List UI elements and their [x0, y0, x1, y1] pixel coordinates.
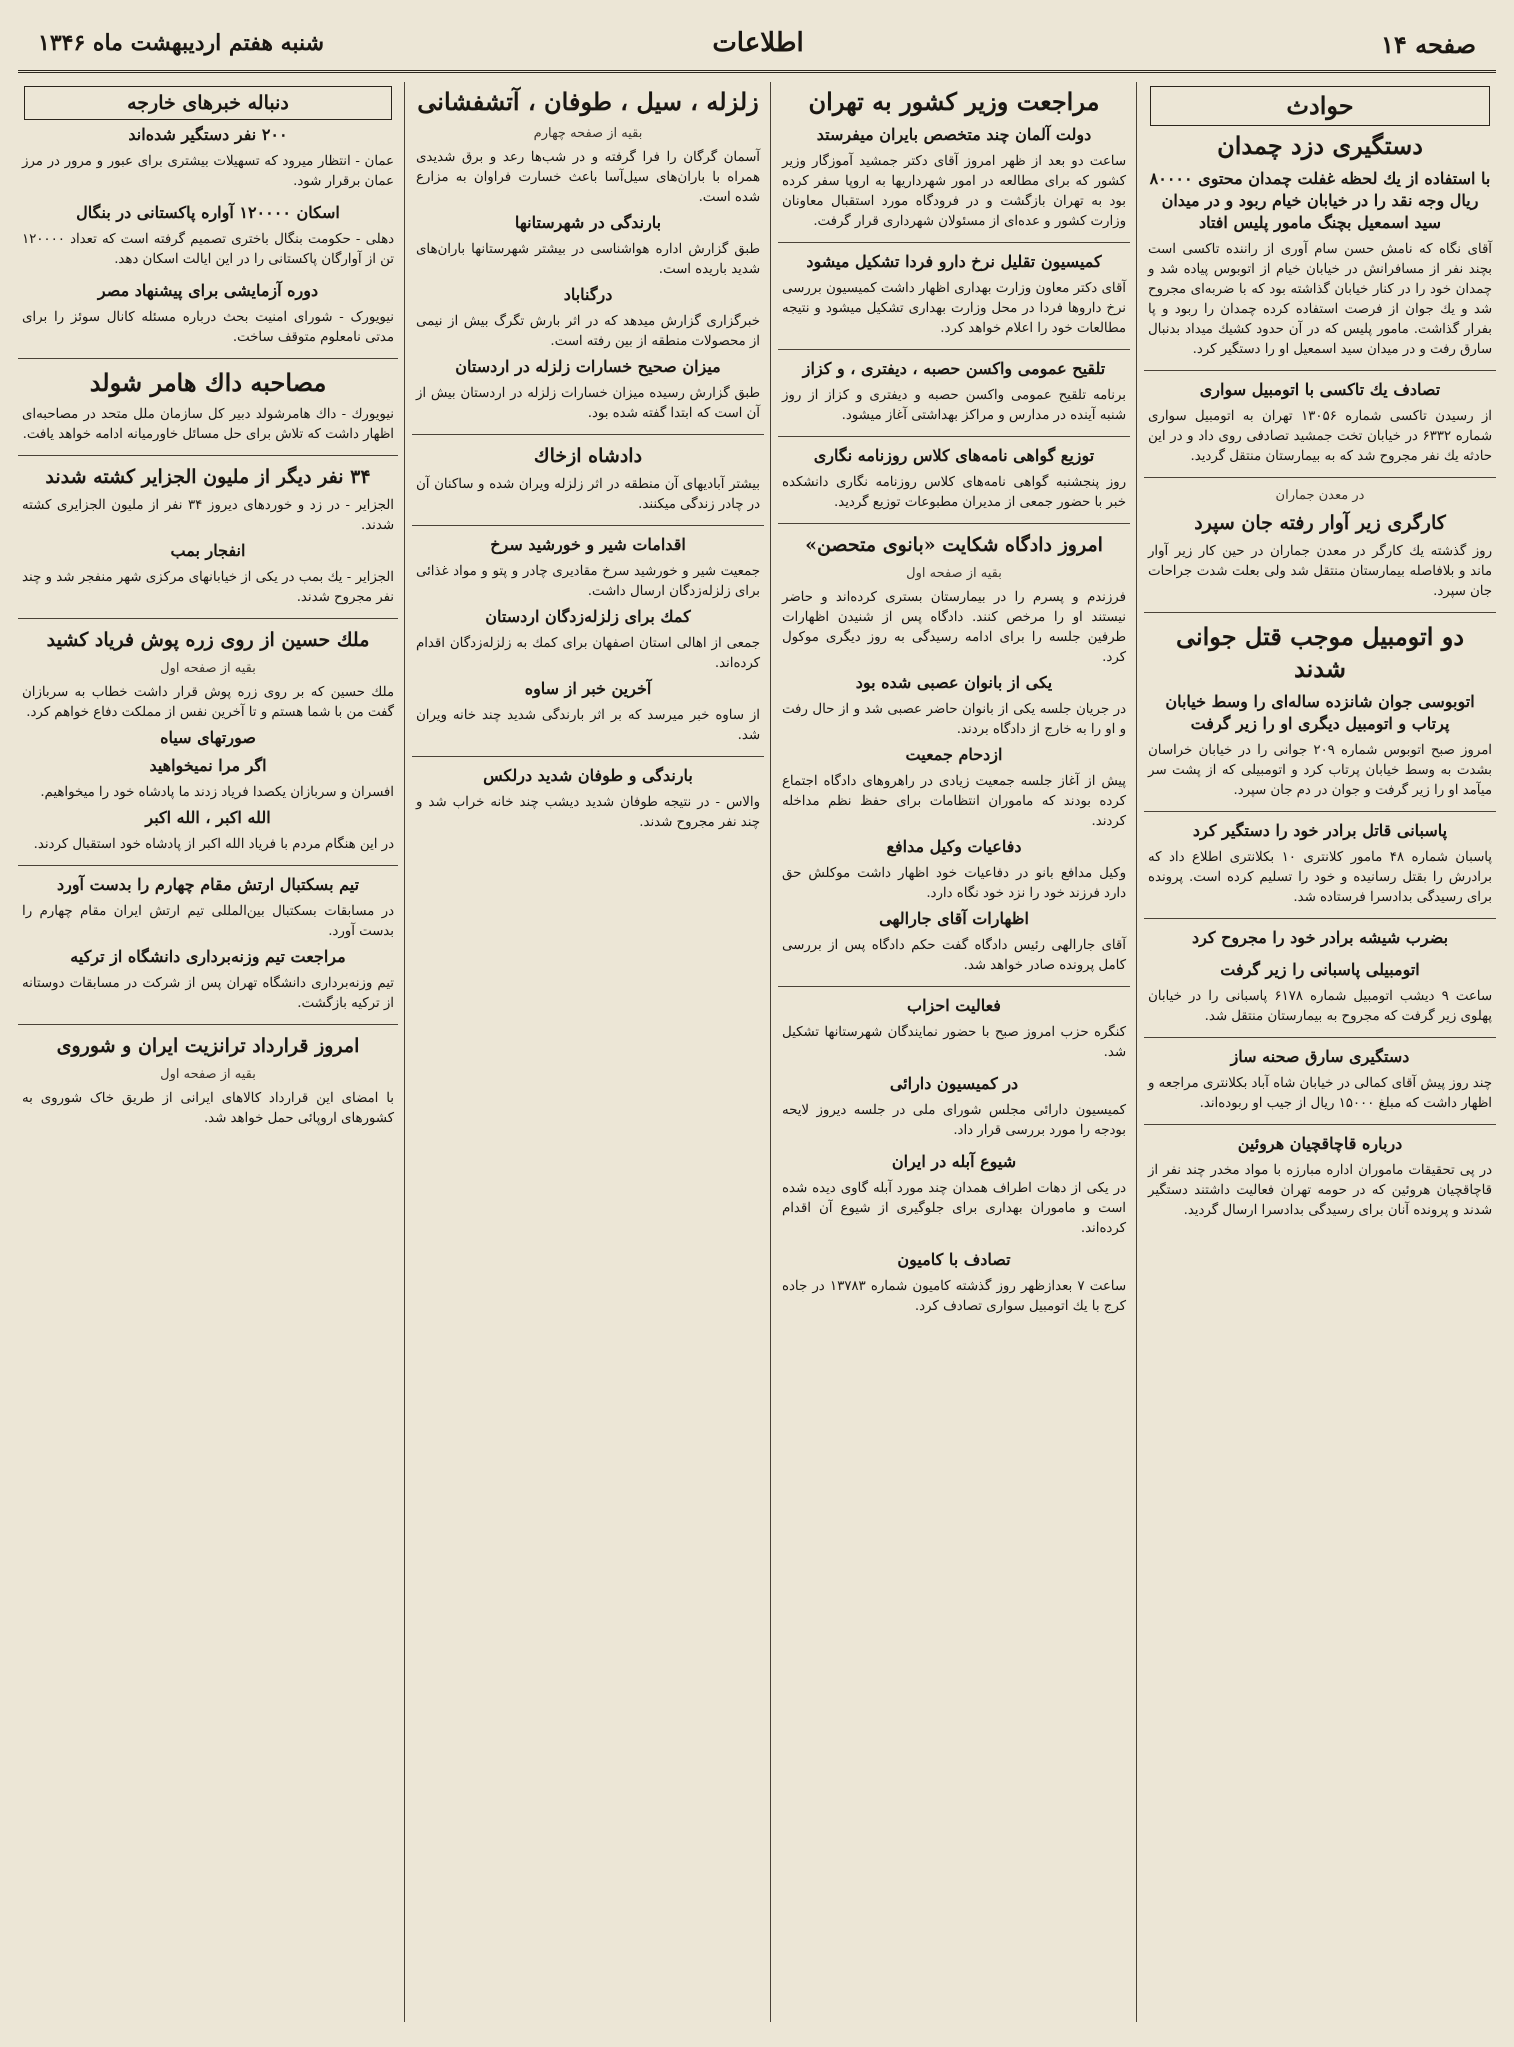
article-body: از ساوه خبر میرسد که بر اثر بارندگی شدید چند خانه ویران شد. [416, 708, 760, 743]
headline: بضرب شیشه برادر خود را مجروح کرد [1191, 928, 1449, 947]
article-storm [416, 765, 760, 833]
article-quake [416, 86, 760, 424]
subhead: میزان صحیح خسارات زلزله در اردستان [455, 357, 721, 376]
article-body: ساعت ۷ بعدازظهر روز گذشته کامیون شماره ۱۳۷۸۳ در جاده کرج با یك اتومبیل سواری تصادف کرد. [782, 1279, 1126, 1314]
subhead: الله اکبر ، الله اکبر [145, 808, 271, 827]
article-murder [1148, 820, 1492, 908]
headline: دادشاه ازخاك [533, 445, 643, 467]
article-body: آقای نگاه که نامش حسن سام آوری از راننده تاکسی است بچند نفر از مسافرانش در خیابان خیام از اتوبوس پیاده شد و چمدان خود را در کنار خیابان گذاشته بود که با ضربه‌ای مجروح شد و یك جوان از فرصت استفاده کرده چمدان را ربود و پا بفرار گذاشت. مامور پلیس که در آن حدود کشیك میداد بدنبال سارق رفت و در میدان سید اسمعیل او را دستگیر کرد. [1148, 242, 1492, 357]
article-hussein [22, 627, 394, 855]
headline: تصادف با کامیون [897, 1250, 1011, 1269]
article-party [782, 995, 1126, 1063]
article-body: پیش از آغاز جلسه جمعیت زیادی در راهروهای دادگاه اجتماع کرده بودند که ماموران انتظامات برای حفظ نظم مداخله کردند. [782, 774, 1126, 829]
headline: توزیع گواهی نامه‌های کلاس روزنامه نگاری [813, 446, 1095, 465]
article-measures [416, 534, 760, 746]
article-body: پاسبان شماره ۴۸ مامور کلانتری ۱۰ بکلانتری اطلاع داد که برادرش را بقتل رسانیده و خود را تسلیم کرده است. پرونده برای رسیدگی بدادسرا فرستاده شد. [1148, 850, 1492, 905]
issue-date: شنبه هفتم اردیبهشت ماه ۱۳۴۶ [38, 30, 325, 56]
headline: ملك حسین از روی زره پوش فریاد کشید [46, 629, 370, 651]
headline: ۲۰۰ نفر دستگیر شده‌اند [128, 125, 288, 144]
article-body: نیویورك - داك هامرشولد دبیر کل سازمان ملل متحد در مصاحبه‌ای اظهار داشت که تلاش برای حل مسائل خاورمیانه ادامه خواهد یافت. [22, 407, 394, 442]
article-thief [1148, 130, 1492, 360]
headline: در کمیسیون دارائی [889, 1074, 1019, 1093]
article-body: والاس - در نتیجه طوفان شدید دیشب چند خانه خراب شد و چند نفر مجروح شدند. [416, 795, 760, 830]
article-body: امروز صبح اتوبوس شماره ۲۰۹ جوانی را در خیابان خراسان بشدت به وسط خیابان پرتاب کرد و اتومبیلی که از پشت سر میآمد او را زیر گرفت و جوان در دم جان سپرد. [1148, 743, 1493, 798]
article-worker [1148, 486, 1492, 602]
article-body: ملك حسین که بر روی زره پوش قرار داشت خطاب به سربازان گفت من با شما هستم و تا آخرین نفس از مملکت دفاع خواهم کرد. [22, 685, 394, 720]
article-body: دهلی - حکومت بنگال باختری تصمیم گرفته است که تعداد ۱۲۰۰۰۰ تن از آوارگان پاکستانی را در این ایالت اسکان دهد. [22, 232, 394, 267]
headline: مراجعت وزیر کشور به تهران [808, 87, 1100, 116]
article-body: جمعیت شیر و خورشید سرخ مقادیری چادر و پتو و مواد غذائی برای زلزله‌زدگان ارسال داشت. [416, 564, 760, 599]
article-body: در یکی از دهات اطراف همدان چند مورد آبله گاوی دیده شده است و ماموران بهداری برای جلوگیری از شیوع آن اقدام کرده‌اند. [782, 1181, 1126, 1236]
masthead [18, 20, 1496, 73]
article-body: در جریان جلسه یکی از بانوان حاضر عصبی شد و از حال رفت و او را به خارج از دادگاه بردند. [782, 702, 1126, 737]
section-title: حوادث [1150, 86, 1490, 126]
article-minister [782, 86, 1126, 232]
subhead: یکی از بانوان عصبی شده بود [855, 673, 1053, 692]
headline: دستگیری سارق صحنه ساز [1230, 1047, 1410, 1066]
subheadline: با استفاده از یك لحظه غفلت چمدان محتوی ۸۰۰۰۰ ریال وجه نقد را در خیابان خیام ربود و در میدان سید اسمعیل بچنگ مامور پلیس افتاد [1149, 169, 1491, 232]
article-glass [1148, 927, 1492, 949]
article-body: آقای جارالهی رئیس دادگاه گفت حکم دادگاه پس از بررسی کامل پرونده صادر خواهد شد. [782, 938, 1126, 973]
article-body: فرزندم و پسرم را در بیمارستان بستری کرده‌اند و حاضر نیستند او را مرخص کنند. دادگاه پس از شنیدن اظهارات طرفین جلسه را برای ادامه رسیدگی به روز دیگری موکول کرد. [782, 590, 1126, 665]
headline: شیوع آبله در ایران [891, 1152, 1017, 1171]
subhead: صورتهای سیاه [160, 728, 256, 747]
column-incidents [1144, 82, 1496, 2022]
article-body: آسمان گرگان را فرا گرفته و در شب‌ها رعد و برق شدیدی همراه با باران‌های سیل‌آسا باعث خسارت فراوان به مزارع شده است. [416, 150, 760, 205]
subhead: اگر مرا نمیخواهید [149, 756, 267, 775]
article-hammer [22, 367, 394, 445]
article-crash [1148, 379, 1492, 467]
article-body: عمان - انتظار میرود که تسهیلات بیشتری برای عبور و مرور در مرز عمان برقرار شود. [22, 154, 394, 189]
subhead: بارندگی در شهرستانها [514, 213, 662, 232]
continued-note: بقیه از صفحه اول [906, 566, 1002, 581]
headline: تصادف یك تاکسی با اتومبیل سواری [1199, 380, 1441, 399]
article-king [416, 443, 760, 515]
headline: تیم بسکتبال ارتش مقام چهارم را بدست آورد [56, 875, 360, 894]
article-car [1148, 621, 1492, 801]
article-algeria [22, 464, 394, 608]
article-body: روز پنجشنبه گواهی نامه‌های کلاس روزنامه نگاری دانشکده خبر با حضور جمعی از مدیران مطبوعات توزیع گردید. [782, 475, 1126, 510]
headline: بارندگی و طوفان شدید درلکس [483, 766, 693, 785]
subhead: درگناباد [563, 285, 613, 304]
article-body: بیشتر آبادیهای آن منطقه در اثر زلزله ویران شده و ساکنان آن در چادر زندگی میکنند. [416, 477, 760, 512]
headline: کارگری زیر آوار رفته جان سپرد [1194, 512, 1446, 534]
headline: ۳۴ نفر دیگر از ملیون الجزایر کشته شدند [45, 466, 371, 488]
newspaper-page [18, 20, 1496, 2030]
article-body: وکیل مدافع بانو در دفاعیات خود اظهار داشت موکلش حق دارد فرزند خود را نزد خود نگاه دارد. [782, 866, 1126, 901]
section-title: دنباله خبرهای خارجه [24, 86, 392, 120]
article-body: برنامه تلقیح عمومی واکسن حصبه و دیفتری و کزاز از روز شنبه آینده در مدارس و مراکز بهداشتی آغاز میشود. [782, 388, 1126, 423]
headline: امروز دادگاه شکایت «بانوی متحصن» [805, 534, 1103, 556]
article-body: در این هنگام مردم با فریاد الله اکبر از پادشاه خود استقبال کردند. [33, 837, 394, 852]
article-body: الجزایر - در زد و خوردهای دیروز ۳۴ نفر از ملیون الجزایری کشته شدند. [22, 498, 394, 533]
article-team [22, 874, 394, 1014]
subhead: دفاعیات وکیل مدافع [886, 837, 1022, 856]
headline: فعالیت احزاب [907, 996, 1001, 1015]
article-body: کمیسیون دارائی مجلس شورای ملی در جلسه دیروز لایحه بودجه را مورد بررسی قرار داد. [782, 1103, 1126, 1138]
page-number: صفحه ۱۴ [1380, 30, 1476, 59]
article-fatah [22, 124, 394, 192]
article-body: تیم وزنه‌برداری دانشگاه تهران پس از شرکت در مسابقات دوستانه از ترکیه بازگشت. [22, 976, 394, 1011]
column-rule [770, 82, 771, 2022]
article-body: طبق گزارش اداره هواشناسی در بیشتر شهرستانها باران‌های شدید باریده است. [416, 242, 760, 277]
subhead: ازدحام جمعیت [905, 745, 1003, 764]
paper-name: اطلاعات [712, 28, 804, 58]
subhead: آخرین خبر از ساوه [524, 679, 652, 698]
article-body: ساعت ۹ دیشب اتومبیل شماره ۶۱۷۸ پاسبانی را در خیابان پهلوی زیر گرفت که مجروح به بیمارستان منتقل شد. [1148, 989, 1492, 1024]
headline: اقدامات شیر و خورشید سرخ [490, 535, 686, 554]
article-cattle [782, 1151, 1126, 1239]
headline: زلزله ، سیل ، طوفان ، آتشفشانی [417, 87, 759, 116]
headline: تلقیح عمومی واکسن حصبه ، دیفتری ، و کزاز [802, 359, 1106, 378]
article-body: از رسیدن تاکسی شماره ۱۳۰۵۶ تهران به اتومبیل سواری شماره ۶۳۳۲ در خیابان تخت جمشید تصادفی روی داد و در این حادثه یك نفر مجروح شد که به بیمارستان منتقل گردید. [1148, 409, 1492, 464]
column-rule [1136, 82, 1137, 2022]
article-finance [782, 1073, 1126, 1141]
article-body: آقای دکتر معاون وزارت بهداری اظهار داشت کمیسیون بررسی نرخ داروها فردا در محل وزارت بهداری تشکیل میشود و نتیجه مطالعات خود را اعلام خواهد کرد. [782, 281, 1126, 336]
article-body: ساعت دو بعد از ظهر امروز آقای دکتر جمشید آموزگار وزیر کشور که برای مطالعه در امور شهرداریها به اروپا سفر کرده بود به تهران بازگشت و در فرودگاه مورد استقبال معاونان وزارت کشور و عده‌ای از مسئولان شهرداری قرار گرفت. [782, 154, 1126, 229]
article-body: الجزایر - یك بمب در یکی از خیابانهای مرکزی شهر منفجر شد و چند نفر مجروح شدند. [22, 570, 394, 605]
article-bus [1148, 959, 1492, 1027]
article-body: چند روز پیش آقای کمالی در خیابان شاه آباد بکلانتری مراجعه و اظهار داشت که مبلغ ۱۵۰۰۰ ریال از جیب او ربوده‌اند. [1148, 1076, 1492, 1111]
article-vaccine [782, 358, 1126, 426]
article-body: افسران و سربازان یکصدا فریاد زدند ما پادشاه خود را میخواهیم. [40, 785, 394, 800]
article-letters [782, 445, 1126, 513]
headline: دستگیری دزد چمدان [1217, 131, 1423, 160]
continued-note: بقیه از صفحه چهارم [533, 126, 643, 141]
subhead: کمك برای زلزله‌زدگان اردستان [485, 607, 691, 626]
article-court [782, 532, 1126, 976]
headline: کمیسیون تقلیل نرخ دارو فردا تشکیل میشود [806, 252, 1102, 271]
article-body: در مسابقات بسکتبال بین‌المللی تیم ارتش ایران مقام چهارم را بدست آورد. [22, 904, 394, 939]
subhead: انفجار بمب [170, 541, 246, 560]
headline: اتومبیلی پاسبانی را زیر گرفت [1220, 960, 1420, 979]
article-egypt [22, 280, 394, 348]
article-price [782, 251, 1126, 339]
headline: اسکان ۱۲۰۰۰۰ آواره پاکستانی در بنگال [76, 203, 340, 222]
column-rule [404, 82, 405, 2022]
subheadline: دولت آلمان چند متخصص بایران میفرستد [816, 125, 1092, 144]
kicker: در معدن جماران [1275, 488, 1365, 503]
article-body: در پی تحقیقات ماموران اداره مبارزه با مواد مخدر چند نفر از قاچاقچیان هروئین که در حومه تهران فعالیت داشتند دستگیر شدند و پرونده آنان برای رسیدگی بدادسرا ارسال گردید. [1148, 1163, 1492, 1218]
headline: پاسبانی قاتل برادر خود را دستگیر کرد [1192, 821, 1448, 840]
headline: مصاحبه داك هامر شولد [89, 368, 327, 397]
article-bengal [22, 202, 394, 270]
continued-note: بقیه از صفحه اول [160, 1067, 256, 1082]
subhead: اظهارات آقای جارالهی [879, 909, 1029, 928]
column-foreign [18, 82, 398, 2022]
column-disasters [412, 82, 764, 2022]
continued-note: بقیه از صفحه اول [160, 661, 256, 676]
headline: درباره قاچاقچیان هروئین [1237, 1134, 1403, 1153]
column-domestic [778, 82, 1130, 2022]
article-body: کنگره حزب امروز صبح با حضور نمایندگان شهرستانها تشکیل شد. [782, 1025, 1126, 1060]
headline: دوره آزمایشی برای پیشنهاد مصر [97, 281, 319, 300]
article-body: جمعی از اهالی استان اصفهان برای کمك به زلزله‌زدگان اقدام کرده‌اند. [416, 636, 760, 671]
article-collision [782, 1249, 1126, 1317]
article-body: خبرگزاری گزارش میدهد که در اثر بارش تگرگ بیش از نیمی از محصولات منطقه از بین رفته است. [416, 314, 760, 349]
subhead: مراجعت تیم وزنه‌برداری دانشگاه از ترکیه [70, 947, 346, 966]
article-body: با امضای این قرارداد کالاهای ایرانی از طریق خاک شوروی به کشورهای اروپائی حمل خواهد شد. [22, 1091, 394, 1126]
article-body: طبق گزارش رسیده میزان خسارات زلزله در اردستان بیش از آن است که ابتدا گفته شده بود. [416, 386, 760, 421]
article-smuggle [1148, 1133, 1492, 1221]
article-body: نیویورک - شورای امنیت بحث درباره مسئله کانال سوئز را برای مدتی نامعلوم متوقف ساخت. [22, 310, 394, 345]
subheadline: اتوبوسی جوان شانزده ساله‌ای را وسط خیابان پرتاب و اتومبیل دیگری او را زیر گرفت [1165, 692, 1475, 733]
headline: دو اتومبیل موجب قتل جوانی شدند [1175, 622, 1465, 683]
article-body: روز گذشته یك کارگر در معدن جماران در حین کار زیر آوار ماند و بلافاصله بیمارستان منتقل شد ولی بعلت شدت جراحات جان سپرد. [1148, 544, 1492, 599]
article-transit [22, 1033, 394, 1129]
headline: امروز قرارداد ترانزیت ایران و شوروی [56, 1035, 360, 1057]
article-jewels [1148, 1046, 1492, 1114]
